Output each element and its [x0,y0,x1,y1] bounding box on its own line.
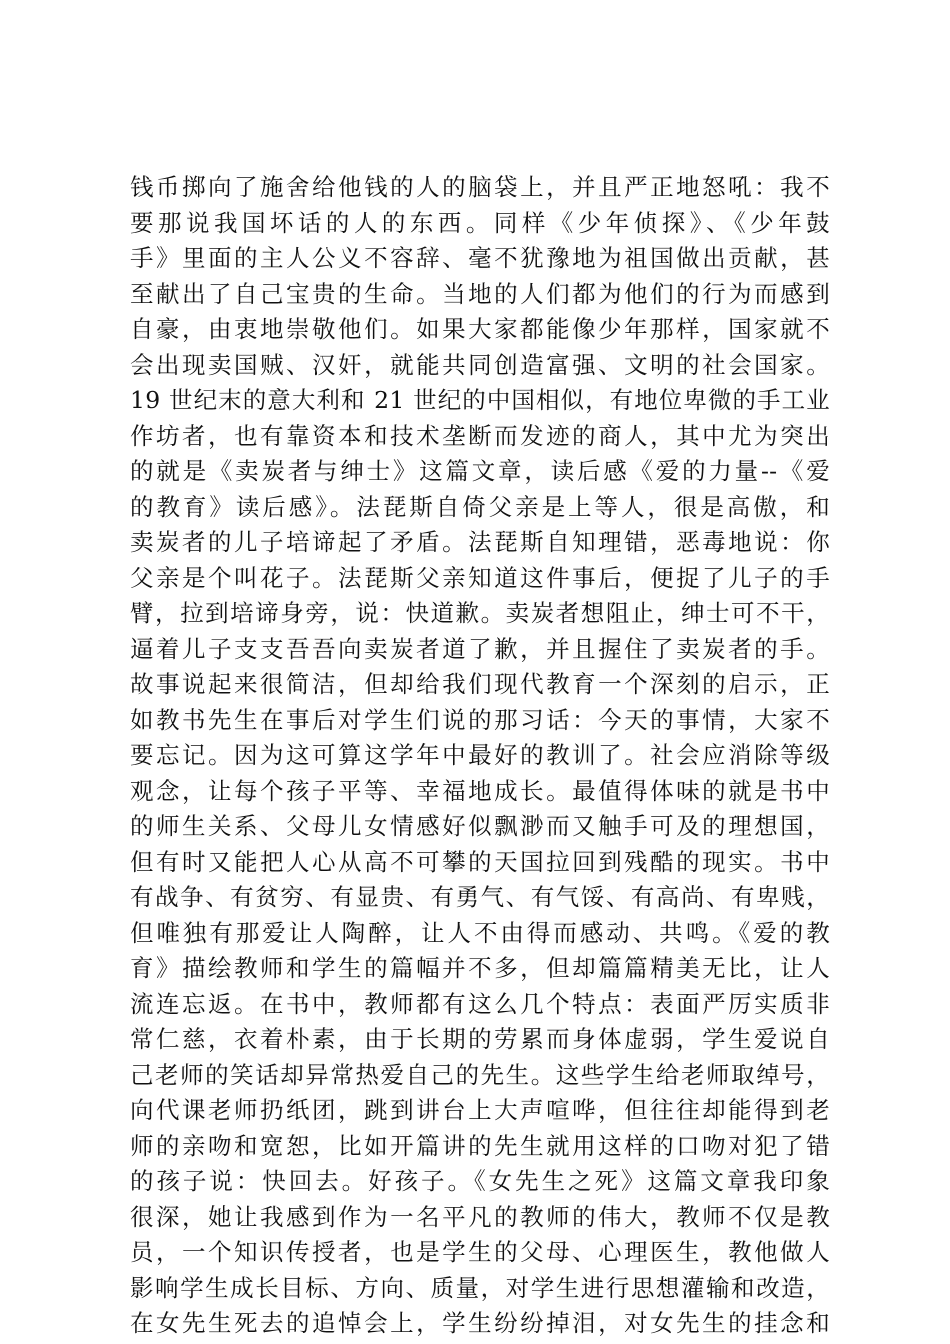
text-line: 但唯独有那爱让人陶醉，让人不由得而感动、共鸣。《爱的教 [130,918,830,947]
text-line: 影响学生成长目标、方向、质量，对学生进行思想灌输和改造， [130,1273,830,1302]
text-line: 常仁慈，衣着朴素，由于长期的劳累而身体虚弱，学生爱说自 [130,1025,830,1053]
text-line: 观念，让每个孩子平等、幸福地成长。最值得体味的就是书中 [130,776,830,805]
text-line: 的就是《卖炭者与绅士》这篇文章，读后感《爱的力量--《爱 [130,457,830,485]
text-line: 己老师的笑话却异常热爱自己的先生。这些学生给老师取绰号， [130,1060,830,1089]
text-line: 作坊者，也有靠资本和技术垄断而发迹的商人，其中尤为突出 [130,421,830,450]
text-line: 在女先生死去的追悼会上，学生纷纷掉泪，对女先生的挂念和 [130,1309,830,1337]
text-line: 手》里面的主人公义不容辞、毫不犹豫地为祖国做出贡献，甚 [130,244,830,272]
text-line: 很深，她让我感到作为一名平凡的教师的伟大，教师不仅是教 [130,1202,830,1231]
text-line: 但有时又能把人心从高不可攀的天国拉回到残酷的现实。书中 [130,847,830,876]
text-line: 要忘记。因为这可算这学年中最好的教训了。社会应消除等级 [130,741,830,769]
text-line: 的孩子说：快回去。好孩子。《女先生之死》这篇文章我印象 [130,1167,830,1195]
text-line: 的教育》读后感》。法琵斯自倚父亲是上等人，很是高傲，和 [130,492,830,521]
text-line: 父亲是个叫花子。法琵斯父亲知道这件事后，便捉了儿子的手 [130,563,830,592]
text-line: 的师生关系、父母儿女情感好似飘渺而又触手可及的理想国， [130,812,830,840]
text-line: 如教书先生在事后对学生们说的那习话：今天的事情，大家不 [130,705,830,734]
text-line: 至献出了自己宝贵的生命。当地的人们都为他们的行为而感到 [130,279,830,308]
text-line: 卖炭者的儿子培谛起了矛盾。法琵斯自知理错，恶毒地说：你 [130,528,830,556]
text-line: 有战争、有贫穷、有显贵、有勇气、有气馁、有高尚、有卑贱， [130,883,830,911]
text-line: 19 世纪末的意大利和 21 世纪的中国相似，有地位卑微的手工业 [130,386,830,414]
text-line: 自豪，由衷地崇敬他们。如果大家都能像少年那样，国家就不 [130,315,830,343]
text-line: 逼着儿子支支吾吾向卖炭者道了歉，并且握住了卖炭者的手。 [130,634,830,663]
text-line: 臂，拉到培谛身旁，说：快道歉。卖炭者想阻止，绅士可不干， [130,599,830,627]
text-line: 故事说起来很简洁，但却给我们现代教育一个深刻的启示，正 [130,670,830,698]
body-text [130,170,830,1342]
text-line: 育》描绘教师和学生的篇幅并不多，但却篇篇精美无比，让人 [130,954,830,982]
text-line: 钱币掷向了施舍给他钱的人的脑袋上，并且严正地怒吼：我不 [130,173,830,201]
text-line: 流连忘返。在书中，教师都有这么几个特点：表面严厉实质非 [130,989,830,1018]
text-line: 向代课老师扔纸团，跳到讲台上大声喧哗，但往往却能得到老 [130,1096,830,1124]
text-line: 师的亲吻和宽恕，比如开篇讲的先生就用这样的口吻对犯了错 [130,1131,830,1160]
text-line: 会出现卖国贼、汉奸，就能共同创造富强、文明的社会国家。 [130,350,830,379]
text-line: 要那说我国坏话的人的东西。同样《少年侦探》、《少年鼓 [130,208,830,237]
text-line: 员，一个知识传授者，也是学生的父母、心理医生，教他做人 [130,1238,830,1266]
